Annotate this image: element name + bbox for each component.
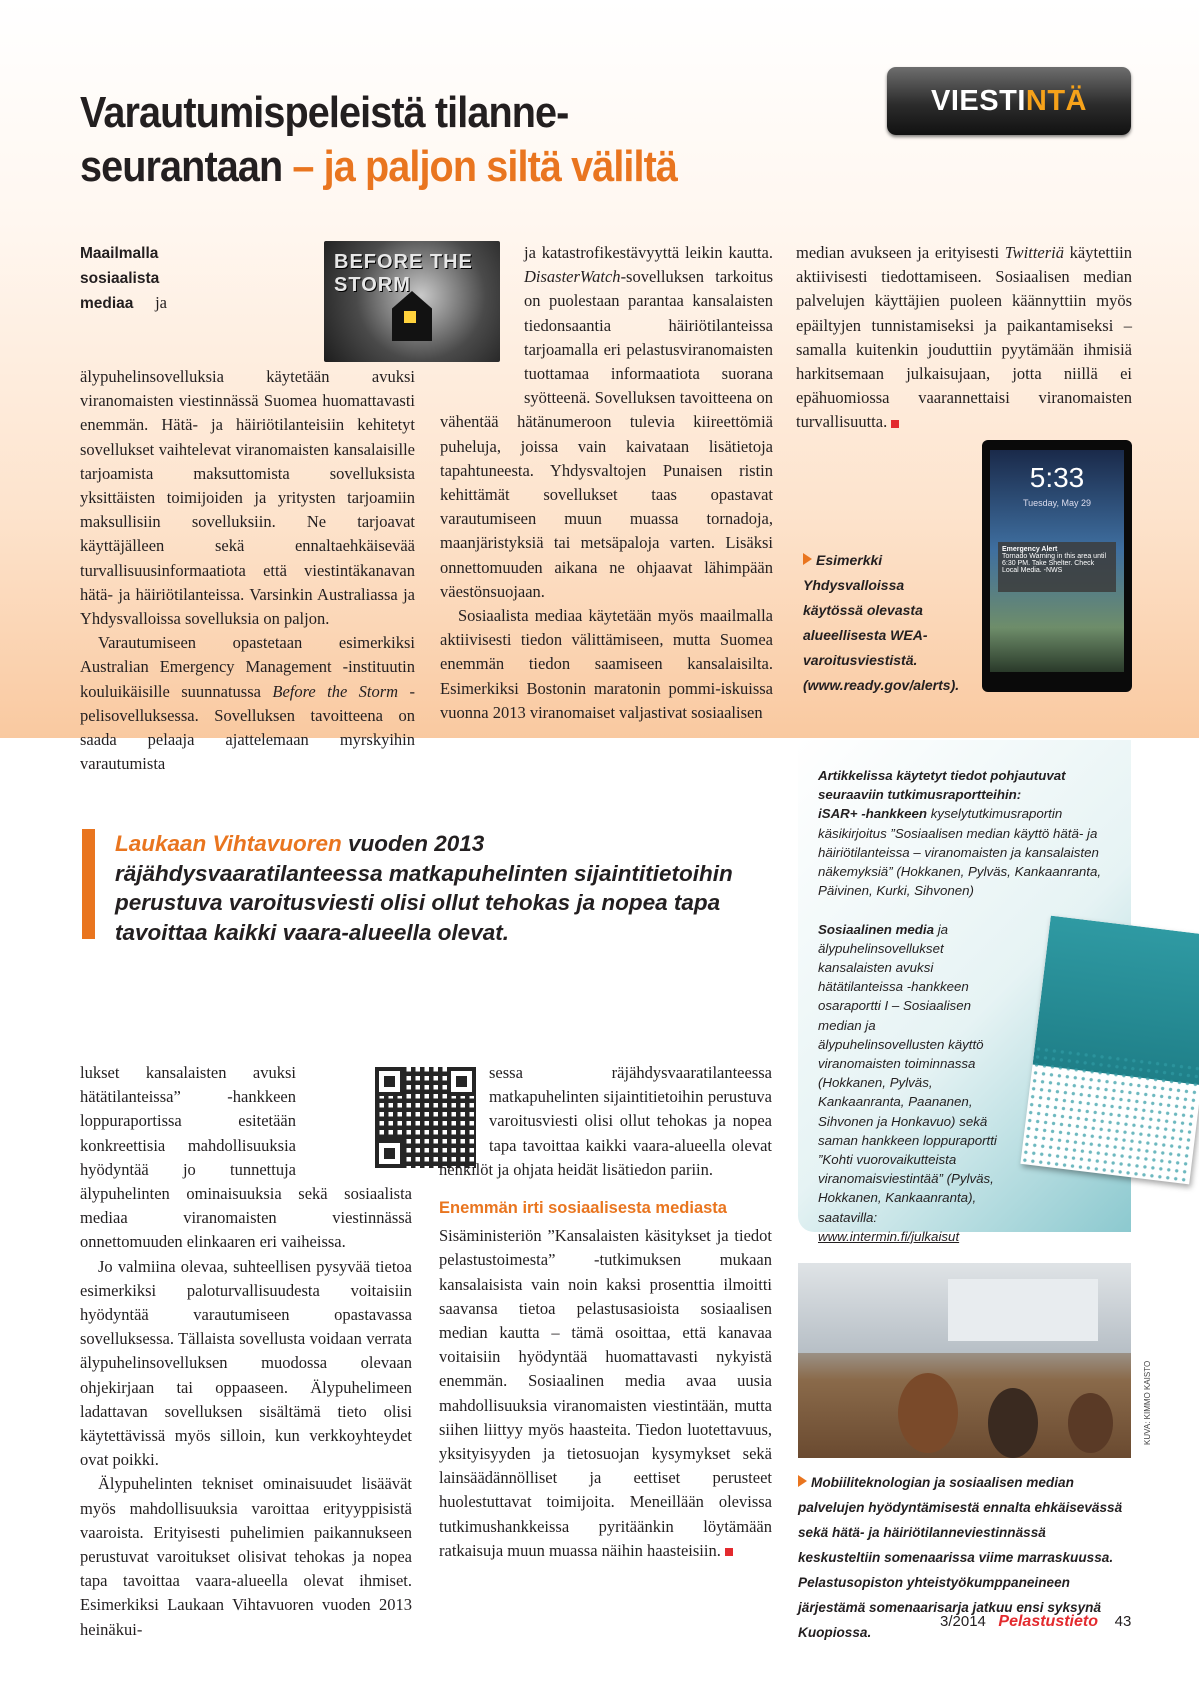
col3-paragraph-1	[796, 241, 1132, 435]
article-column-1	[80, 241, 415, 776]
pull-quote-highlight: Laukaan Vihtavuoren	[115, 831, 342, 856]
phone-caption	[803, 548, 963, 698]
report-cover-dots	[1020, 1045, 1199, 1185]
page-number: 43	[1114, 1613, 1132, 1630]
magazine-name: Pelastustieto	[998, 1613, 1098, 1630]
sidebox-ref1-bold: iSAR+ -hankkeen	[818, 806, 927, 822]
col1-p2b: -pelisovelluksessa. Sovelluksen tavoitteena on saada pelaaja ajattelemaan myrskyihin varautumista	[80, 681, 415, 774]
title-highlight: – ja paljon siltä väliltä	[292, 142, 678, 191]
caption-arrow-icon	[803, 553, 812, 565]
sidebox-ref1: kyselytutkimusraportin käsikirjoitus ”Sosiaalisen median käyttö hätä- ja häiriötilanteissa – viranomaisten ja kansalaisten näkemyksiä” (Hokkanen, Pylväs, Kankaanranta, Päivinen, Kurki, Sihvonen)	[818, 806, 1102, 899]
article-column-5	[439, 1061, 772, 1563]
section-badge-text: VIESTI	[931, 85, 1026, 117]
end-marker	[891, 420, 899, 428]
phone-date: Tuesday, May 29	[1022, 498, 1092, 508]
phone-alert-image	[982, 440, 1132, 692]
col3-p1a: median avukseen ja erityisesti	[796, 243, 1005, 262]
audience-head	[898, 1373, 958, 1453]
col4-paragraph-1: lukset kansalaisten avuksi hätätilanteissa” -hankkeen loppuraportissa esitetään konkreettisia mahdollisuuksia hyödyntää jo tunnettuja älypuhelinten ominaisuuksia sekä sosiaalista mediaa viranomaisten viestinnässä onnettomuuden elinkaaren eri vaiheissa.	[80, 1063, 412, 1252]
sidebox-ref2-block	[818, 920, 1003, 1246]
article-column-2	[440, 241, 773, 725]
col5-paragraph-1: sessa räjähdysvaaratilanteessa matkapuhelinten sijaintitietoihin perustuva varoitusviesti olisi ollut tehokas ja nopea tapa tavoittaa kaikki vaara-alueella olevat henkilöt ja ohjata heidät lisätiedon pariin.	[439, 1063, 772, 1179]
col1-p2a: Varautumiseen opastetaan esimerkiksi Australian Emergency Management -instituutin kouluikäisille suunnatussa	[80, 633, 415, 701]
report-cover-image	[1020, 916, 1199, 1185]
col3-p1-italic: Twitteriä	[1004, 243, 1064, 262]
article-column-3	[796, 241, 1132, 435]
page-footer	[940, 1613, 1131, 1631]
sidebox-intro: Artikkelissa käytetyt tiedot pohjautuvat seuraaviin tutkimusraportteihin:	[818, 768, 1066, 803]
sidebox-ref2: ja älypuhelinsovellukset kansalaisten avuksi hätätilanteissa -hankkeen osaraportti I – Sosiaalisen median ja älypuhelinsovellusten käyttö viranomaisten toiminnassa (Hokkanen, Pylväs, Kankaanranta, Paananen, Sihvonen ja Honkavuo) sekä saman hankkeen loppuraportti ”Kohti vuorovaikutteista viranomaisviestintää” (Pylväs, Hokkanen, Kankaanranta), saatavilla:	[818, 921, 997, 1225]
section-badge-accent: NTÄ	[1025, 85, 1087, 117]
pull-quote-text	[115, 829, 755, 947]
issue-number: 3/2014	[940, 1613, 986, 1630]
col2-p1a: ja katastrofikestävyyttä leikin kautta.	[524, 243, 773, 262]
photo-caption-text: Mobiiliteknologian ja sosiaalisen median palvelujen hyödyntämisestä ennalta ehkäisevässä sekä hätä- ja häiriötilanneviestinnässä keskusteltiin somenaarissa viime marraskuussa. Pelastusopiston yhteistyökumppaneineen järjestämä somenaarisarja jatkuu ensi syksynä Kuopiossa.	[798, 1475, 1123, 1640]
article-title	[80, 86, 764, 194]
pull-quote-bar	[82, 829, 95, 939]
audience-head	[988, 1388, 1038, 1458]
article-column-4	[80, 1061, 412, 1642]
audience-head	[1068, 1393, 1113, 1453]
col2-paragraph-2: Sosiaalista mediaa käytetään myös maailmalla aktiivisesti tiedon välittämiseen, mutta Suomea enemmän tiedon saamiseen kansalaisilta. Esimerkiksi Bostonin maratonin pommi-iskuissa vuonna 2013 viranomaiset valjastivat sosiaalisen	[440, 606, 773, 722]
game-logo-text: BEFORE THE STORM	[334, 251, 473, 296]
col2-p1-italic: DisasterWatch	[524, 267, 621, 287]
caption-arrow-icon	[798, 1475, 807, 1487]
subheading: Enemmän irti sosiaalisesta mediasta	[439, 1199, 727, 1218]
col4-paragraph-2: Jo valmiina olevaa, suhteellisen pysyvää tietoa esimerkiksi paloturvallisuudesta voitaisiin hyödyntää varautumiseen opastavassa sovelluksessa. Tällaista sovellusta voidaan verrata älypuhelinsovelluksen muodossa olevaan ohjekirjaan tai oppaaseen. Älypuhelimeen ladattavan sovelluksen sisältämä tieto olisi käytettävissä myös silloin, kun verkkoyhteydet ovat poikki.	[80, 1256, 412, 1470]
title-line-2: seurantaan	[80, 142, 293, 191]
sidebox-ref2-bold: Sosiaalinen media	[818, 921, 935, 937]
photo-credit: KUVA: KIMMO KAISTO	[1143, 1360, 1152, 1445]
col4-paragraph-3: Älypuhelinten tekniset ominaisuudet lisäävät myös mahdollisuuksia varoittaa erityyppisistä vaaroista. Erityisesti puhelimien paikannukseen perustuvat varoitukset olisivat tehokas ja nopea tapa tavoittaa vaara-alueella olevat ihmiset. Esimerkiksi Laukaan Vihtavuoren vuoden 2013 heinäkui-	[80, 1474, 412, 1639]
col2-p1b: -sovelluksen tarkoitus on puolestaan parantaa kansalaisten tiedonsaantia häiriötilanteissa tarjoamalla eri pelastusviranomaisten tuottamaa informaatiota suorana syötteenä. Sovelluksen tavoitteena on vähentää hätänumeroon tulevia kiireettömiä puheluja, joissa vain kaivataan lisätietoja tapahtuneesta. Yhdysvaltojen Punaisen ristin kehittämät sovellukset taas opastavat varautumiseen muun muassa tornadoja, maanjäristyksiä tai metsäpaloja varten. Lisäksi onnettomuuden aikana ne ohjaavat lähimpään väestönsuojaan.	[440, 267, 773, 601]
seminar-photo	[798, 1263, 1131, 1458]
sidebox-link[interactable]: www.intermin.fi/julkaisut	[818, 1228, 960, 1244]
col1-paragraph-2	[80, 631, 415, 776]
col1-p1-text: ja älypuhelinsovelluksia käytetään avuksi viranomaisten viestinnässä Suomea huomattavasti enemmän. Hätä- ja häiriötilanteisiin kehitetyt sovellukset vaihtelevat viranomaisten kansalaisille tarjoamista maksuttomista sovelluksista yksittäisten toimijoiden ja yritysten tarjoamiin maksullisiin sovelluksiin. Ne tarjoavat käyttäjälleen sekä ennaltaehkäisevää turvallisuusinformaatiota että viestintäkanavan hätä- ja häiriötilanteissa. Varsinkin Australiassa ja Yhdysvalloissa sovelluksia on paljon.	[80, 293, 415, 629]
col3-p1b: käytettiin aktiivisesti tiedottamiseen. Sosiaalisen median palvelujen käyttäjien puoleen käännyttiin myös epäiltyjen tunnistamiseksi ja paikantamiseksi – samalla kuitenkin jouduttiin pyytämään ihmisiä harkitsemaan julkaisujaan, jotta niillä ei epähuomiossa vaarannettaisi viranomaisten turvallisuutta.	[796, 243, 1132, 432]
col1-p2-italic: Before the Storm	[272, 681, 399, 701]
pull-quote-body: vuoden 2013 räjähdysvaaratilanteessa matkapuhelinten sijaintitietoihin perustuva varoitusviesti olisi ollut tehokas ja nopea tapa tavoittaa kaikki vaara-alueella olevat.	[115, 831, 733, 945]
photo-projection-screen	[948, 1279, 1098, 1341]
phone-alert-title: Emergency Alert	[1002, 546, 1058, 553]
qr-wrap-spacer-2	[439, 1061, 489, 1157]
col5-p2-text: Sisäministeriön ”Kansalaisten käsitykset ja tiedot pelastustoimesta” -tutkimuksen mukaan kansalaisista vain noin kaksi prosenttia ilmoitti saavansa tietoa pelastusasioista sosiaalisen median kautta – tämä osoittaa, että kanavaa voitaisiin hyödyntää huomattavasti nykyistä enemmän. Sosiaalinen media avaa uusia mahdollisuuksia viranomaisten viestintään, mutta siihen liittyy myös haasteita. Tiedon luotettavuus, yksityisyyden ja tietosuojan kysymykset sekä lainsäädännölliset ja eettiset perusteet huolestuttavat toimijoita. Meneillään olevissa tutkimushankkeissa pyritäänkin löytämään ratkaisuja muun muassa näihin haasteisiin.	[439, 1226, 772, 1560]
section-badge	[887, 67, 1131, 135]
phone-caption-text: Esimerkki Yhdysvalloissa käytössä olevasta alueellisesta WEA-varoitusviestistä. (www.ready.gov/alerts).	[803, 552, 960, 693]
phone-alert-box	[998, 542, 1116, 592]
image-wrap-spacer-2	[440, 241, 524, 387]
title-line-1: Varautumispeleistä tilanne-	[80, 88, 569, 137]
end-marker-2	[725, 1548, 733, 1556]
phone-alert-body: Tornado Warning in this area until 6:30 PM. Take Shelter. Check Local Media. -NWS	[1002, 553, 1107, 574]
lead-in-bold: Maailmalla sosiaalista mediaa	[80, 245, 160, 313]
phone-clock: 5:33	[1029, 462, 1085, 493]
phone-screen	[990, 450, 1124, 672]
image-wrap-spacer	[167, 241, 415, 365]
qr-wrap-spacer	[296, 1061, 412, 1179]
col5-paragraph-2	[439, 1224, 772, 1563]
